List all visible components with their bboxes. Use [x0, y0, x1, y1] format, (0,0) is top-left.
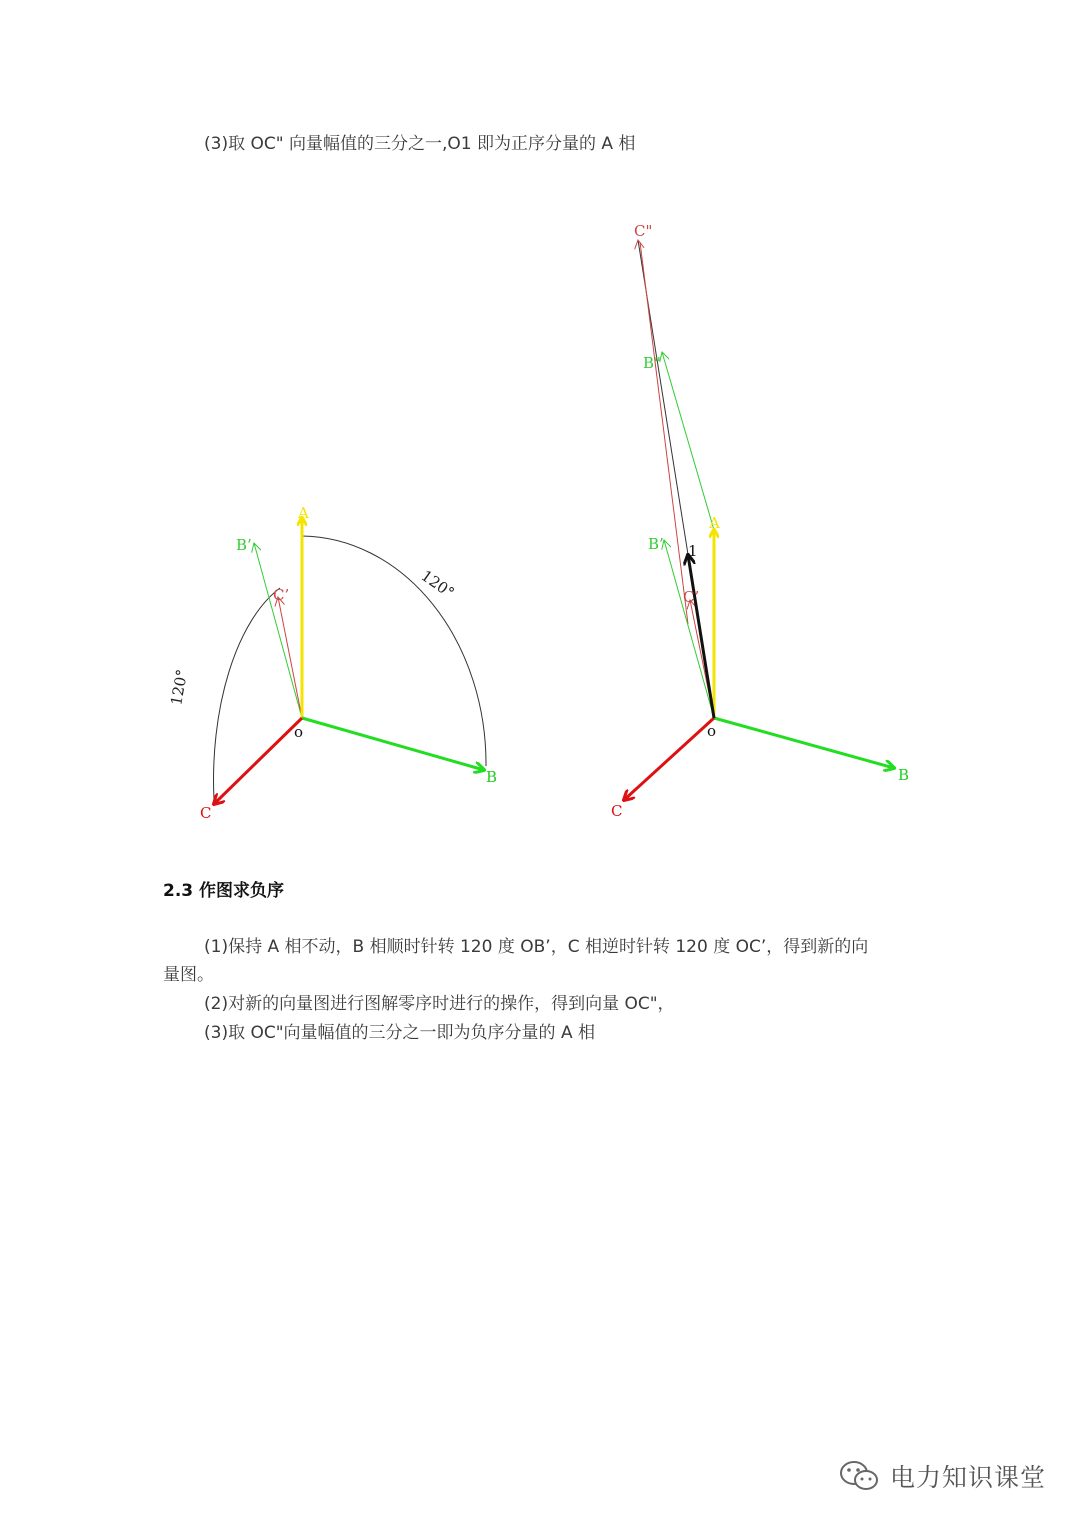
- left-phasor-diagram: [167, 504, 497, 822]
- right-phasor-diagram: [611, 222, 909, 820]
- section-heading: 2.3 作图求负序: [163, 881, 285, 901]
- label-A: A: [298, 504, 309, 522]
- angle-label-left: 120°: [167, 667, 192, 707]
- watermark-text: 电力知识课堂: [890, 1463, 1047, 1492]
- step-3: (3)取 OC"向量幅值的三分之一即为负序分量的 A 相: [204, 1023, 595, 1043]
- step-1-line-1: (1)保持 A 相不动，B 相顺时针转 120 度 OB’，C 相逆时针转 120 度 OC’，得到新的向: [204, 937, 869, 957]
- step-1-line-2: 量图。: [163, 965, 214, 985]
- label-1: 1: [688, 542, 698, 560]
- top-step-text: (3)取 OC" 向量幅值的三分之一,O1 即为正序分量的 A 相: [204, 134, 636, 154]
- vector-OB-right: [714, 718, 894, 768]
- watermark: [838, 1458, 1046, 1494]
- label-B: B: [486, 768, 498, 786]
- label-A-right: A: [709, 514, 720, 532]
- label-O: o: [294, 723, 304, 741]
- vector-OC: [214, 718, 302, 804]
- label-B-prime: B’: [236, 536, 252, 554]
- label-C-prime-right: C’: [683, 588, 700, 606]
- line-C-prime-to-C-double-prime: [640, 242, 688, 624]
- label-B-double-prime: B": [643, 354, 661, 372]
- label-B-right: B: [898, 766, 910, 784]
- label-C-right: C: [611, 802, 623, 820]
- label-C-double-prime: C": [634, 222, 653, 240]
- vector-O1-positive-sequence: [688, 555, 714, 718]
- vector-OB: [302, 718, 484, 770]
- vector-OC-prime: [278, 597, 302, 718]
- angle-label-top: 120°: [417, 566, 458, 603]
- label-C-prime: C’: [273, 586, 290, 604]
- arc-A-to-B: [302, 536, 486, 766]
- wechat-icon: [838, 1458, 882, 1494]
- label-O-right: o: [707, 722, 717, 740]
- vector-OB-prime: [254, 543, 302, 718]
- label-B-prime-right: B’: [648, 535, 664, 553]
- vector-OC-right: [624, 718, 717, 800]
- arc-Cp-to-C: [214, 588, 280, 800]
- label-C: C: [200, 804, 212, 822]
- step-2: (2)对新的向量图进行图解零序时进行的操作，得到向量 OC"，: [204, 994, 675, 1014]
